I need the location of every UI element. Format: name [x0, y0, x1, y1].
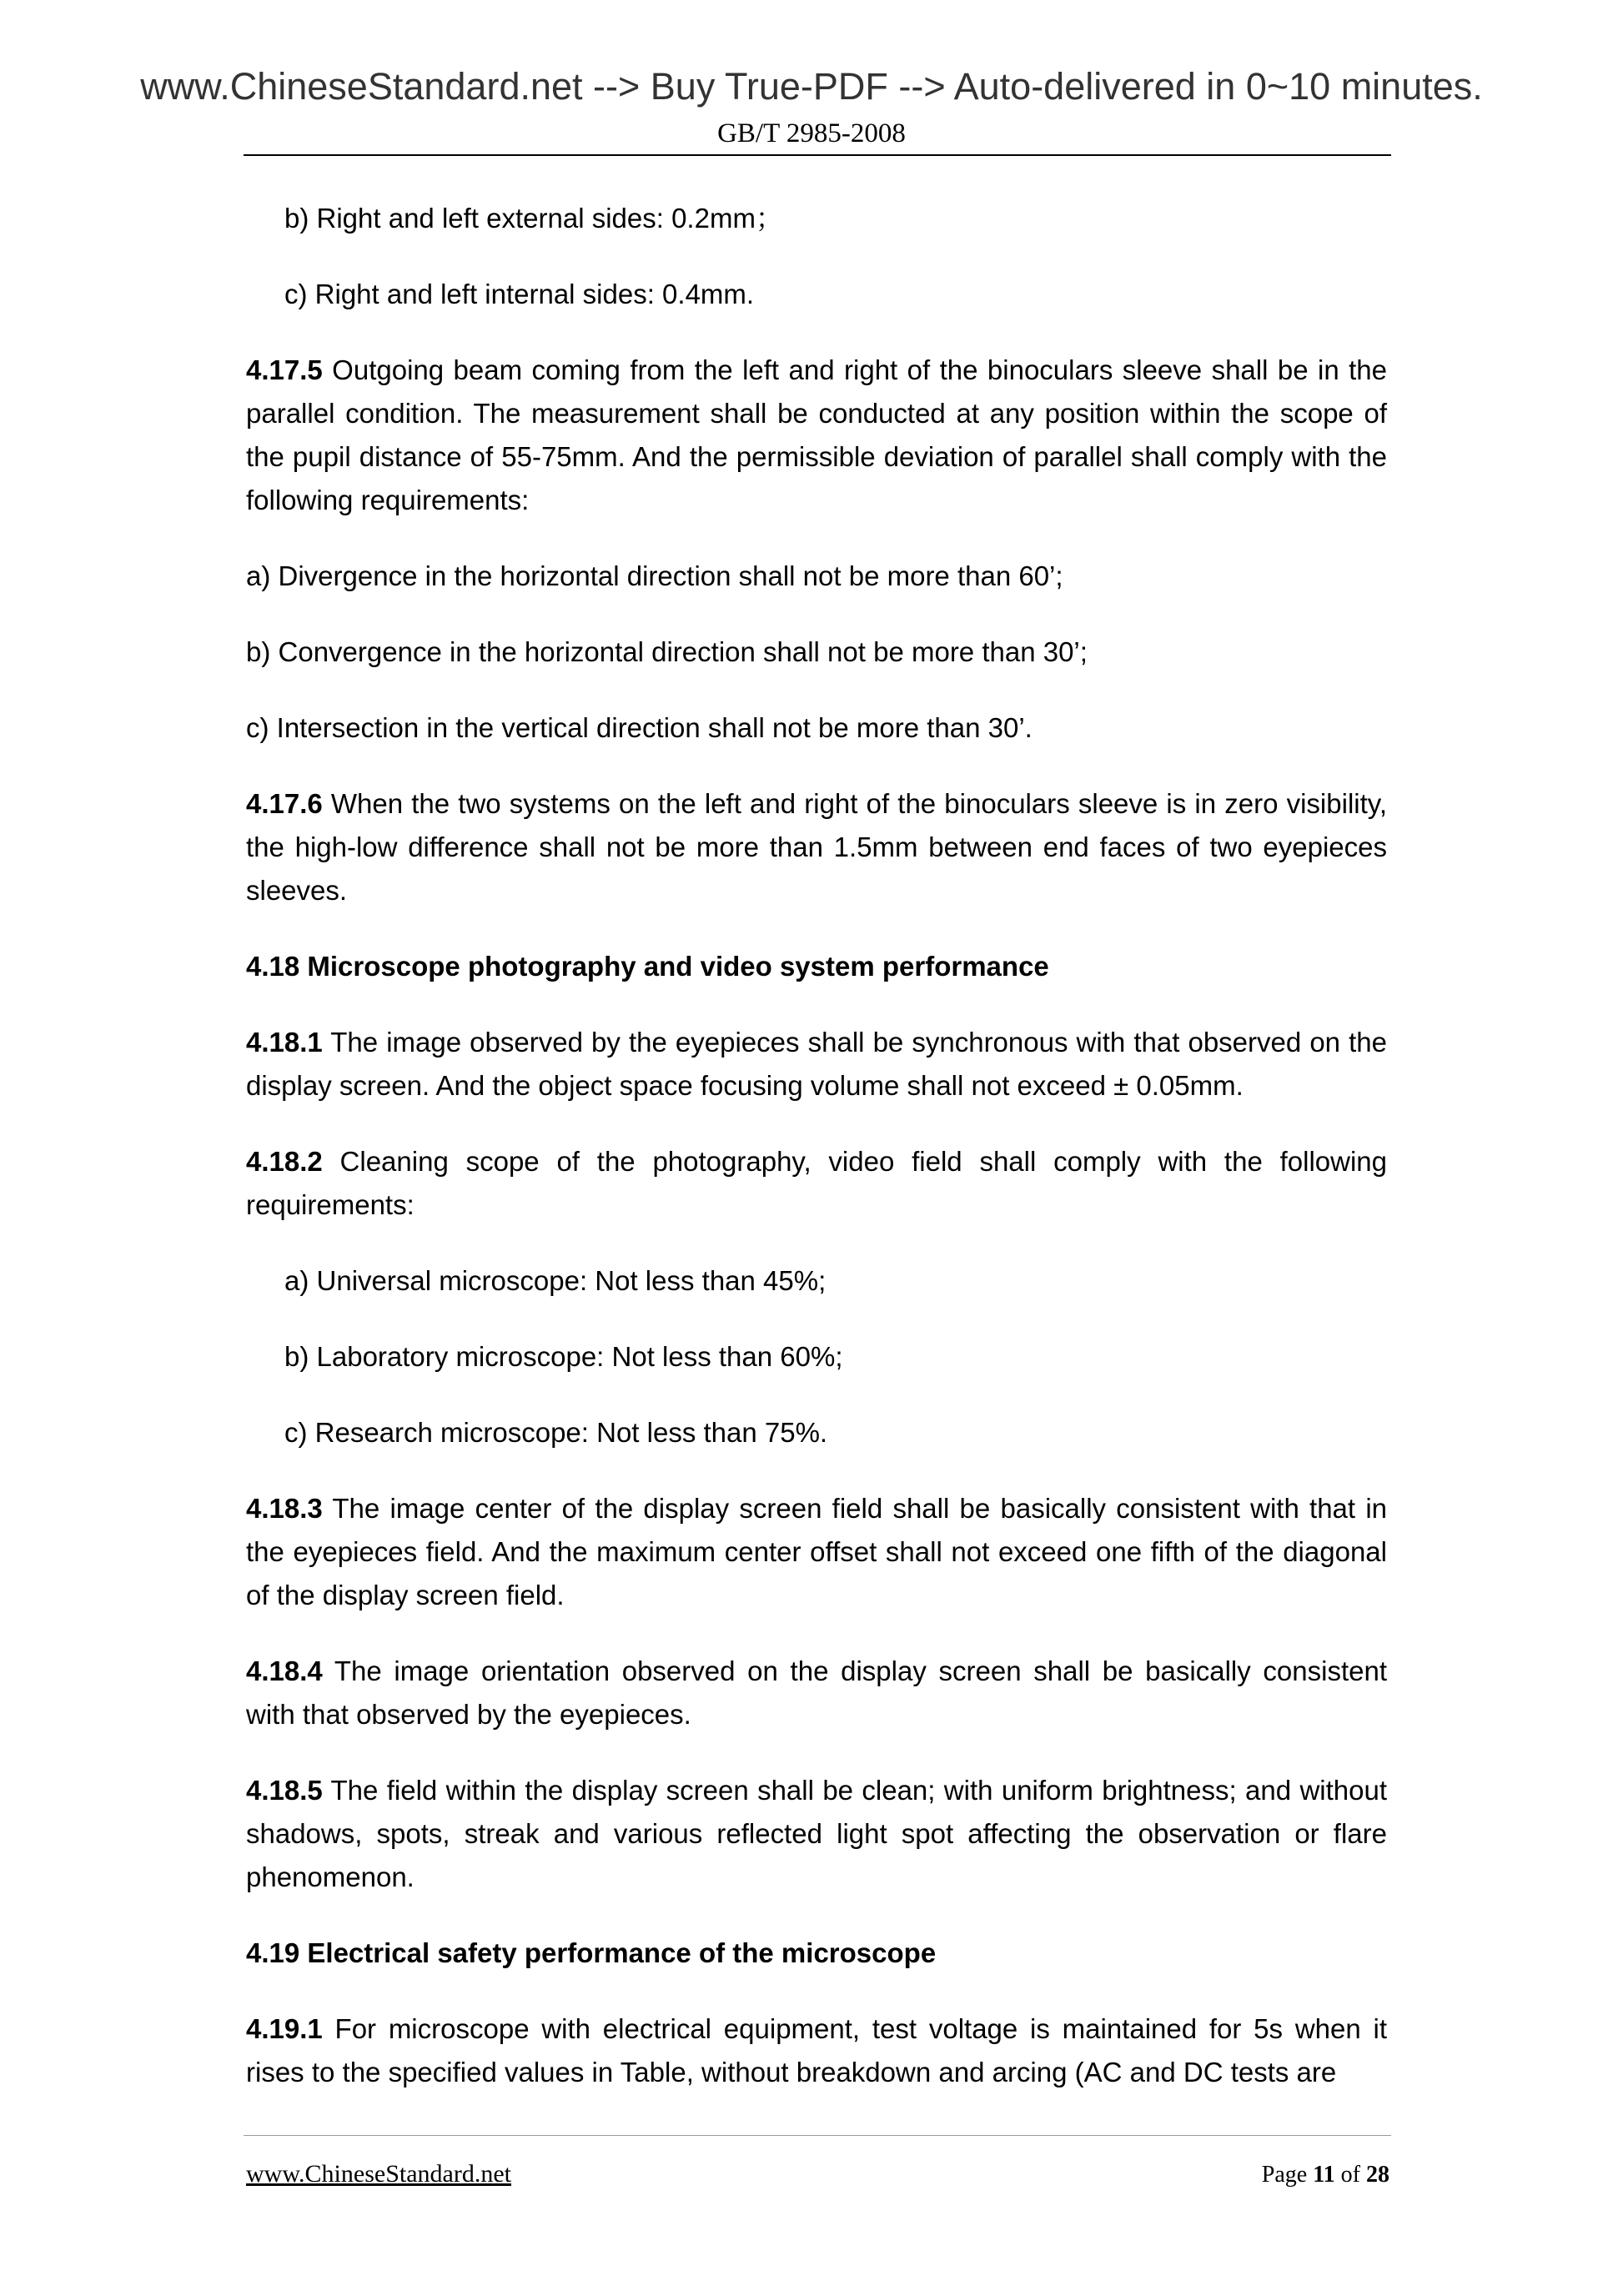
clause-4-18-3: [246, 1487, 1387, 1617]
clause-4-18-1: [246, 1021, 1387, 1108]
clause-number: 4.17.5: [246, 354, 323, 385]
header-banner: www.ChineseStandard.net --> Buy True-PDF --> Auto-delivered in 0~10 minutes.: [140, 65, 1483, 108]
document-body: [246, 197, 1387, 2127]
clause-number: 4.18.5: [246, 1775, 323, 1806]
clause-4-18-5: [246, 1769, 1387, 1899]
clause-4-17-6: [246, 782, 1387, 912]
list-item-intersection: c) Intersection in the vertical direction shall not be more than 30’.: [246, 712, 1033, 743]
clause-4-18-4: [246, 1650, 1387, 1736]
section-heading-4-18: 4.18 Microscope photography and video system performance: [246, 951, 1049, 982]
clause-text: The image center of the display screen field shall be basically consistent with that in the eyepieces field. And the maximum center offset shall not exceed one fifth of the diagonal of the display screen field.: [246, 1493, 1387, 1610]
clause-number: 4.18.1: [246, 1027, 323, 1058]
page-number: [1262, 2162, 1389, 2188]
page-word: Page: [1261, 2162, 1314, 2188]
clause-text: Cleaning scope of the photography, video field shall comply with the following requirements:: [246, 1146, 1387, 1220]
clause-4-17-5: [246, 349, 1387, 522]
clause-number: 4.17.6: [246, 788, 323, 819]
of-word: of: [1334, 2162, 1366, 2188]
clause-4-19-1: [246, 2007, 1387, 2094]
header-divider: [244, 154, 1391, 156]
clause-text: The image observed by the eyepieces shall be synchronous with that observed on the display screen. And the object space focusing volume shall not exceed ± 0.05mm.: [246, 1027, 1387, 1101]
standard-code: GB/T 2985-2008: [717, 118, 906, 148]
list-item-laboratory: b) Laboratory microscope: Not less than 60%;: [284, 1341, 843, 1372]
clause-number: 4.18.2: [246, 1146, 323, 1177]
total-pages: 28: [1366, 2162, 1389, 2188]
clause-text: The image orientation observed on the display screen shall be basically consistent with that observed by the eyepieces.: [246, 1655, 1387, 1730]
list-item-convergence: b) Convergence in the horizontal direction shall not be more than 30’;: [246, 636, 1088, 667]
list-item-research: c) Research microscope: Not less than 75%.: [284, 1417, 828, 1448]
clause-text: Outgoing beam coming from the left and right of the binoculars sleeve shall be in the parallel condition. The measurement shall be conducted at any position within the scope of the pupil distance of 55-75mm. And the permissible deviation of parallel shall comply with the following requirements:: [246, 354, 1387, 515]
list-item-divergence: a) Divergence in the horizontal direction shall not be more than 60’;: [246, 560, 1063, 591]
clause-text: For microscope with electrical equipment, test voltage is maintained for 5s when it rises to the specified values in Table, without breakdown and arcing (AC and DC tests are: [246, 2013, 1387, 2088]
clause-number: 4.18.4: [246, 1655, 323, 1686]
section-heading-4-19: 4.19 Electrical safety performance of the microscope: [246, 1937, 937, 1968]
current-page: 11: [1313, 2162, 1335, 2188]
list-item-universal: a) Universal microscope: Not less than 45%;: [284, 1265, 827, 1296]
list-item-external-sides: b) Right and left external sides: 0.2mm；: [284, 203, 783, 234]
clause-number: 4.18.3: [246, 1493, 323, 1524]
list-item-internal-sides: c) Right and left internal sides: 0.4mm.: [284, 279, 755, 309]
footer-link[interactable]: www.ChineseStandard.net: [246, 2160, 511, 2188]
clause-number: 4.19.1: [246, 2013, 323, 2044]
footer-divider: [244, 2135, 1391, 2136]
clause-4-18-2: [246, 1140, 1387, 1227]
clause-text: The field within the display screen shall be clean; with uniform brightness; and without shadows, spots, streak and various reflected light spot affecting the observation or flare phenomenon.: [246, 1775, 1387, 1892]
clause-text: When the two systems on the left and right of the binoculars sleeve is in zero visibility, the high-low difference shall not be more than 1.5mm between end faces of two eyepieces sleeves.: [246, 788, 1387, 906]
